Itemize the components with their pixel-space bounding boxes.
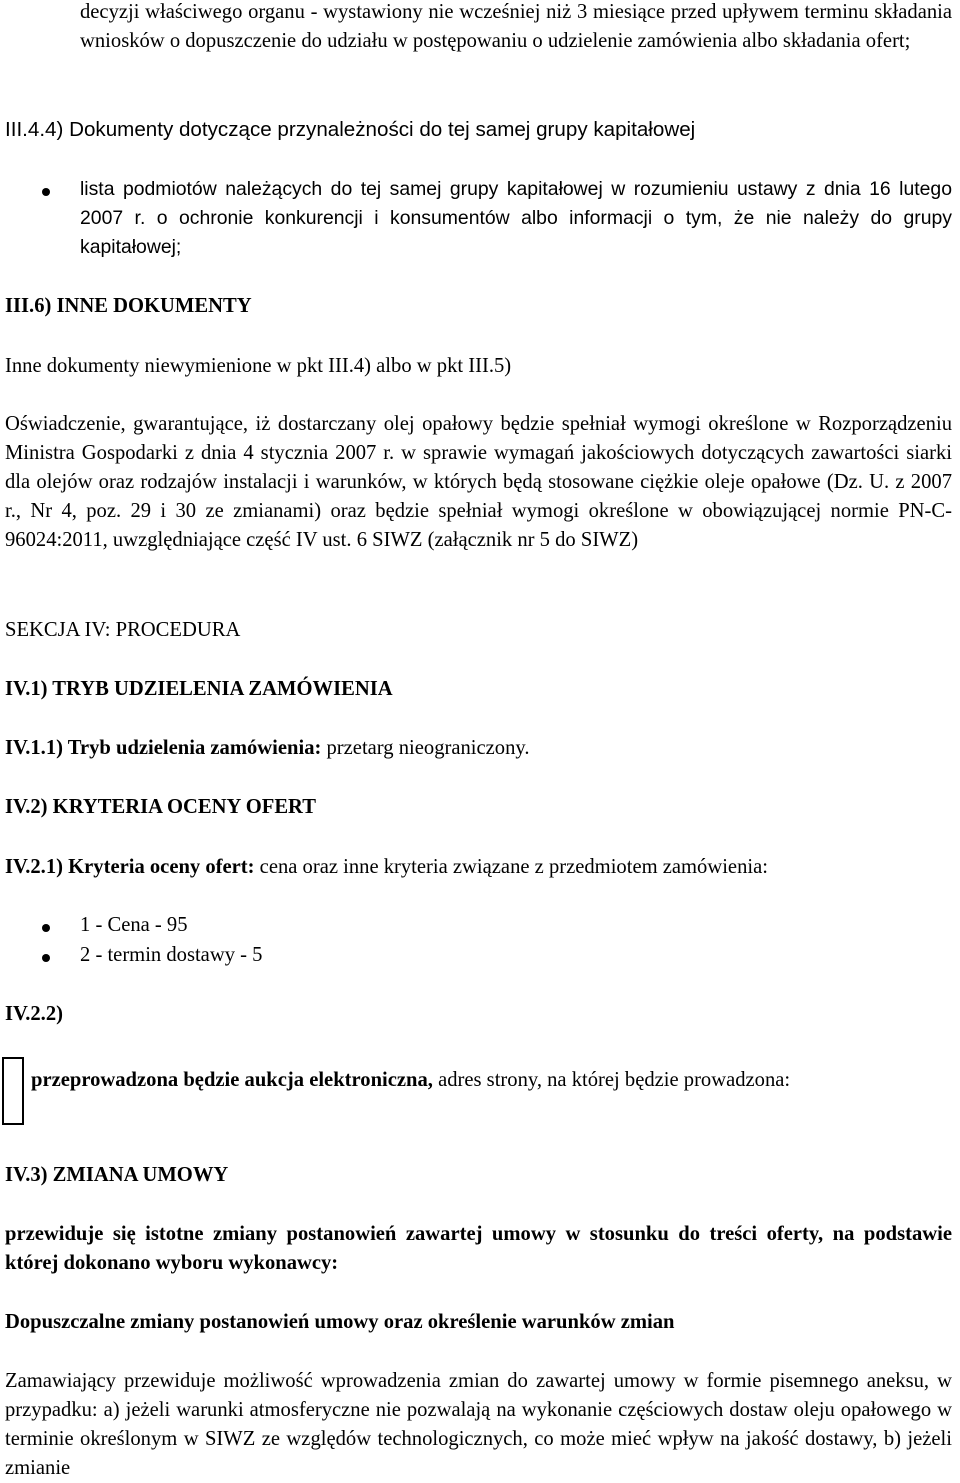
section-iv-1-1-label: IV.1.1) Tryb udzielenia zamówienia: bbox=[5, 737, 322, 759]
criteria-item: 2 - termin dostawy - 5 bbox=[80, 944, 263, 966]
auction-text bbox=[31, 1066, 851, 1095]
section-iii-4-4-heading: III.4.4) Dokumenty dotyczące przynależności do tej samej grupy kapitałowej bbox=[5, 118, 696, 141]
section-iv-2-2-label: IV.2.2) bbox=[5, 1003, 63, 1025]
section-iii-6-paragraph: Oświadczenie, gwarantujące, iż dostarczany olej opałowy będzie spełniał wymogi określone w Rozporządzeniu Ministra Gospodarki z dnia 4 stycznia 2007 r. w sprawie wymagań jakościowych dotyczących zawartości siarki dla olejów oraz rodzajów instalacji i warunków, w których będą stosowane ciężkie oleje opałowe (Dz. U. z 2007 r., Nr 4, poz. 29 i 30 ze zmianami) oraz będzie spełniał wymogi określone w obowiązującej normie PN-C-96024:2011, uwzględniające część IV ust. 6 SIWZ (załącznik nr 5 do SIWZ) bbox=[5, 413, 952, 551]
bullet-icon bbox=[42, 188, 50, 196]
section-iv-1-heading: IV.1) TRYB UDZIELENIA ZAMÓWIENIA bbox=[5, 678, 393, 700]
section-iii-6-subheading: Inne dokumenty niewymienione w pkt III.4) albo w pkt III.5) bbox=[5, 355, 512, 377]
section-iv-title: SEKCJA IV: PROCEDURA bbox=[5, 619, 241, 641]
auction-bold-text: przeprowadzona będzie aukcja elektroniczna, bbox=[31, 1069, 433, 1091]
section-iv-3-bold-heading: Dopuszczalne zmiany postanowień umowy oraz określenie warunków zmian bbox=[5, 1311, 675, 1333]
auction-checkbox[interactable] bbox=[2, 1057, 24, 1125]
section-iv-2-1-label: IV.2.1) Kryteria oceny ofert: bbox=[5, 856, 255, 878]
section-iv-3-bold-paragraph: przewiduje się istotne zmiany postanowień zawartej umowy w stosunku do treści oferty, na podstawie której dokonano wyboru wykonawcy: bbox=[5, 1223, 952, 1274]
criteria-item: 1 - Cena - 95 bbox=[80, 914, 188, 936]
section-iii-4-4-bullet-text: lista podmiotów należących do tej samej grupy kapitałowej w rozumieniu ustawy z dnia 16 lutego 2007 r. o ochronie konkurencji i konsumentów albo informacji o tym, że nie należy do grupy kapitałowej; bbox=[80, 178, 952, 258]
section-iv-2-1-line bbox=[5, 853, 768, 882]
auction-rest-text: adres strony, na której będzie prowadzona: bbox=[432, 1069, 791, 1091]
section-iv-3-heading: IV.3) ZMIANA UMOWY bbox=[5, 1164, 229, 1186]
section-iv-1-1-line bbox=[5, 734, 530, 763]
bullet-icon bbox=[42, 954, 50, 962]
intro-paragraph: decyzji właściwego organu - wystawiony nie wcześniej niż 3 miesiące przed upływem terminu składania wniosków o dopuszczenie do udziału w postępowaniu o udzielenie zamówienia albo składania ofert; bbox=[80, 1, 952, 52]
section-iv-2-1-value: cena oraz inne kryteria związane z przedmiotem zamówienia: bbox=[254, 856, 768, 878]
section-iv-3-paragraph: Zamawiający przewiduje możliwość wprowadzenia zmian do zawartej umowy w formie pisemnego aneksu, w przypadku: a) jeżeli warunki atmosferyczne nie pozwalają na wykonanie częściowych dostaw oleju opałowego w terminie określonym w SIWZ ze względów technologicznych, co może mieć wpływ na jakość dostawy, b) jeżeli zmianie bbox=[5, 1370, 952, 1479]
section-iv-2-heading: IV.2) KRYTERIA OCENY OFERT bbox=[5, 796, 316, 818]
section-iii-6-heading: III.6) INNE DOKUMENTY bbox=[5, 295, 252, 317]
section-iv-1-1-value: przetarg nieograniczony. bbox=[321, 737, 530, 759]
bullet-icon bbox=[42, 924, 50, 932]
